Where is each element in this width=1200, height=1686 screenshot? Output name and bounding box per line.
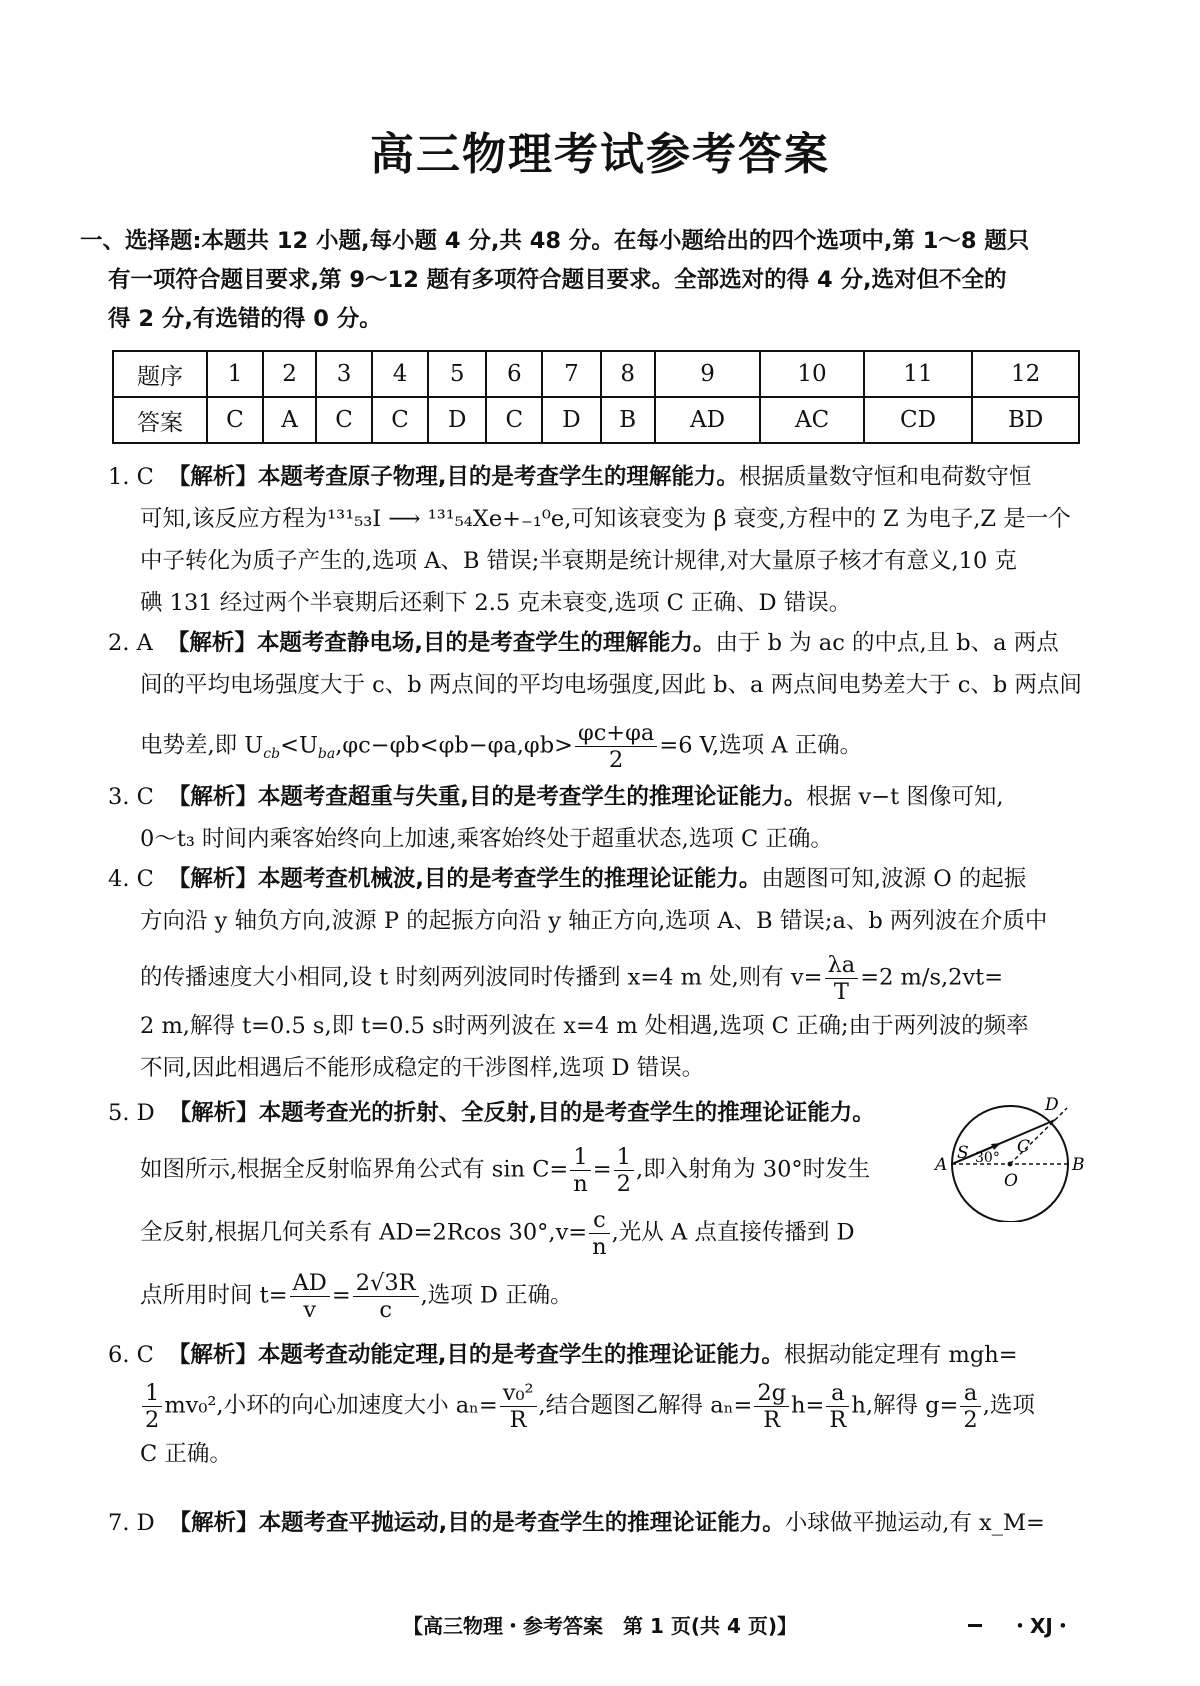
item-text: 的传播速度大小相同,设 t 时刻两列波同时传播到 x=4 m 处,则有 v= <box>140 964 823 991</box>
table-cell: 4 <box>372 351 428 397</box>
table-cell: CD <box>864 397 973 443</box>
answer-item-5 <box>108 1092 928 1323</box>
item-text: 不同,因此相遇后不能形成稳定的干涉图样,选项 D 错误。 <box>140 1055 705 1081</box>
item-text: h,解得 g= <box>851 1392 959 1419</box>
table-cell: 9 <box>655 351 761 397</box>
answer-table-row-answers <box>113 397 1079 443</box>
item-text: 2 m,解得 t=0.5 s,即 t=0.5 s时两列波在 x=4 m 处相遇,选项 C 正确;由于两列波的频率 <box>140 1013 1029 1039</box>
table-cell: 2 <box>263 351 316 397</box>
item-text: C 正确。 <box>140 1441 232 1467</box>
item-text: 根据 v−t 图像可知, <box>806 784 1004 810</box>
item-text: 由题图可知,波源 O 的起振 <box>761 866 1027 892</box>
item-text: <U <box>280 732 318 759</box>
item-analysis-tag: 【解析】本题考查静电场,目的是考查学生的理解能力。 <box>166 630 716 656</box>
item-text: =2 m/s,2vt= <box>860 964 1004 991</box>
item-formula-line <box>108 1380 1088 1433</box>
table-header-cell: 题序 <box>113 351 207 397</box>
item-text: 点所用时间 t= <box>140 1282 288 1309</box>
item-text: 如图所示,根据全反射临界角公式有 sin C= <box>140 1156 569 1183</box>
circle-refraction-diagram <box>915 1092 1095 1222</box>
table-cell: 12 <box>972 351 1079 397</box>
item-text: 由于 b 为 ac 的中点,且 b、a 两点 <box>715 630 1059 656</box>
item-text: ,选项 D 正确。 <box>420 1282 573 1309</box>
item-text: = <box>331 1282 351 1309</box>
item-text: ,光从 A 点直接传播到 D <box>611 1219 855 1246</box>
page-title: 高三物理考试参考答案 <box>370 129 830 180</box>
item-analysis-tag: 【解析】本题考查平抛运动,目的是考查学生的推理论证能力。 <box>168 1510 785 1536</box>
item-formula-line <box>108 1144 928 1197</box>
item-text: 中子转化为质子产生的,选项 A、B 错误;半衰期是统计规律,对大量原子核才有意义,10 克 <box>140 548 1017 574</box>
table-cell: 1 <box>207 351 263 397</box>
table-cell: BD <box>972 397 1079 443</box>
answer-item-3 <box>108 776 1088 860</box>
item-formula-line: 电势差,即 $U_{cb}<U_{ba},\varphi c-\varphi b<\varphi b-\varphi a,\varphi b>$ $\frac{\varphi c+\varphi a}{2}$ =6 V,选项 A 正确。 <box>140 720 863 773</box>
item-analysis-tag: 【解析】本题考查机械波,目的是考查学生的推理论证能力。 <box>167 866 762 892</box>
label-c: C <box>1017 1137 1031 1157</box>
instructions-line-3: 得 2 分,有选错的得 0 分。 <box>108 306 382 332</box>
table-cell: B <box>601 397 655 443</box>
item-text: 根据质量数守恒和电荷数守恒 <box>738 464 1032 490</box>
item-text: mv₀²,小环的向心加速度大小 aₙ= <box>164 1392 498 1419</box>
footer-code: ・XJ・ <box>1010 1614 1073 1638</box>
instructions-line-1: 一、选择题:本题共 12 小题,每小题 4 分,共 48 分。在每小题给出的四个选项中,第 1～8 题只 <box>80 228 1030 254</box>
fraction: $\frac{1}{2}$ <box>142 1380 162 1433</box>
item-text: 全反射,根据几何关系有 AD=2Rcos 30°,v= <box>140 1219 588 1246</box>
item-text: ,选项 <box>982 1392 1035 1419</box>
item-formula-line <box>108 1270 928 1323</box>
item-analysis-tag: 【解析】本题考查原子物理,目的是考查学生的理解能力。 <box>167 464 739 490</box>
ray-arrow-icon <box>991 1143 1001 1150</box>
item-number: 2. A <box>108 630 153 656</box>
item-text: 电势差,即 U <box>140 732 264 759</box>
table-cell: 10 <box>760 351 863 397</box>
answer-table <box>112 350 1080 444</box>
instructions-line-2: 有一项符合题目要求,第 9～12 题有多项符合题目要求。全部选对的得 4 分,选对但不全的 <box>108 267 1007 293</box>
fraction: $\frac{\lambda a}{T}$ <box>825 952 859 1005</box>
item-text: 可知,该反应方程为¹³¹₅₃I ⟶ ¹³¹₅₄Xe+₋₁⁰e,可知该衰变为 β 衰变,方程中的 Z 为电子,Z 是一个 <box>140 506 1071 532</box>
item-number: 6. C <box>108 1342 154 1368</box>
page-footer: 【高三物理・参考答案 第 1 页(共 4 页)】 <box>403 1614 797 1638</box>
table-cell: A <box>263 397 316 443</box>
fraction: $\frac{2g}{R}$ <box>754 1380 789 1433</box>
fraction: $\frac{2√3R}{c}$ <box>353 1270 419 1323</box>
item-number: 3. C <box>108 784 154 810</box>
table-cell: C <box>316 397 372 443</box>
item-formula-line <box>108 952 1088 1005</box>
table-cell: C <box>372 397 428 443</box>
item-text: ,φc−φb<φb−φa,φb> <box>335 732 573 759</box>
item-analysis-tag: 【解析】本题考查光的折射、全反射,目的是考查学生的推理论证能力。 <box>168 1100 875 1126</box>
table-cell: 5 <box>428 351 486 397</box>
item-formula-line <box>108 1207 928 1260</box>
fraction: $\frac{c}{n}$ <box>589 1207 610 1260</box>
item-number: 7. D <box>108 1510 155 1536</box>
section-instructions <box>80 222 1088 339</box>
item-analysis-tag: 【解析】本题考查超重与失重,目的是考查学生的推理论证能力。 <box>167 784 807 810</box>
label-d: D <box>1045 1095 1059 1115</box>
item-text: 间的平均电场强度大于 c、b 两点间的平均电场强度,因此 b、a 两点间电势差大于 c、b 两点间 <box>140 672 1082 698</box>
answer-table-row-numbers <box>113 351 1079 397</box>
label-a: A <box>935 1155 948 1175</box>
item-number: 4. C <box>108 866 154 892</box>
table-cell: 6 <box>486 351 542 397</box>
item-text: = <box>592 1156 612 1183</box>
item-text: 小球做平抛运动,有 x_M= <box>784 1510 1045 1536</box>
item-number: 5. D <box>108 1100 155 1126</box>
item-text: 方向沿 y 轴负方向,波源 P 的起振方向沿 y 轴正方向,选项 A、B 错误;a、b 两列波在介质中 <box>140 908 1048 934</box>
label-angle: 30° <box>975 1150 1000 1166</box>
table-cell: D <box>542 397 600 443</box>
answer-item-7 <box>108 1502 1088 1544</box>
item-text: 碘 131 经过两个半衰期后还剩下 2.5 克未衰变,选项 C 正确、D 错误。 <box>140 590 852 616</box>
fraction: $\frac{a}{R}$ <box>826 1380 849 1433</box>
item-text: ,即入射角为 30°时发生 <box>635 1156 871 1183</box>
item-text: h= <box>791 1392 825 1419</box>
table-cell: 3 <box>316 351 372 397</box>
answer-item-4 <box>108 858 1088 1089</box>
footer-dash <box>968 1624 982 1627</box>
table-cell: D <box>428 397 486 443</box>
label-s: S <box>957 1143 969 1163</box>
table-header-cell: 答案 <box>113 397 207 443</box>
fraction: $\frac{\varphi c+\varphi a}{2}$ <box>575 720 657 773</box>
table-cell: 7 <box>542 351 600 397</box>
item-text: 根据动能定理有 mgh= <box>783 1342 1018 1368</box>
fraction: $\frac{1}{n}$ <box>570 1144 591 1197</box>
item-text: ,结合题图乙解得 aₙ= <box>538 1392 753 1419</box>
table-cell: C <box>207 397 263 443</box>
label-b: B <box>1072 1155 1085 1175</box>
label-o: O <box>1004 1171 1018 1191</box>
fraction: $\frac{a}{2}$ <box>960 1380 980 1433</box>
fraction: $\frac{AD}{v}$ <box>290 1270 330 1323</box>
table-cell: 11 <box>864 351 973 397</box>
center-point <box>1008 1162 1013 1167</box>
table-cell: 8 <box>601 351 655 397</box>
answer-item-2 <box>108 622 1088 775</box>
fraction: $\frac{1}{2}$ <box>614 1144 634 1197</box>
table-cell: C <box>486 397 542 443</box>
fraction: $\frac{\text{v₀²}}{R}$ <box>500 1380 537 1433</box>
answer-item-6 <box>108 1334 1088 1475</box>
table-cell: AD <box>655 397 761 443</box>
answer-item-1 <box>108 456 1088 624</box>
item-analysis-tag: 【解析】本题考查动能定理,目的是考查学生的推理论证能力。 <box>167 1342 784 1368</box>
item-text: =6 V,选项 A 正确。 <box>659 732 863 759</box>
table-cell: AC <box>760 397 863 443</box>
item-number: 1. C <box>108 464 154 490</box>
item-text: 0～t₃ 时间内乘客始终向上加速,乘客始终处于超重状态,选项 C 正确。 <box>140 826 833 852</box>
